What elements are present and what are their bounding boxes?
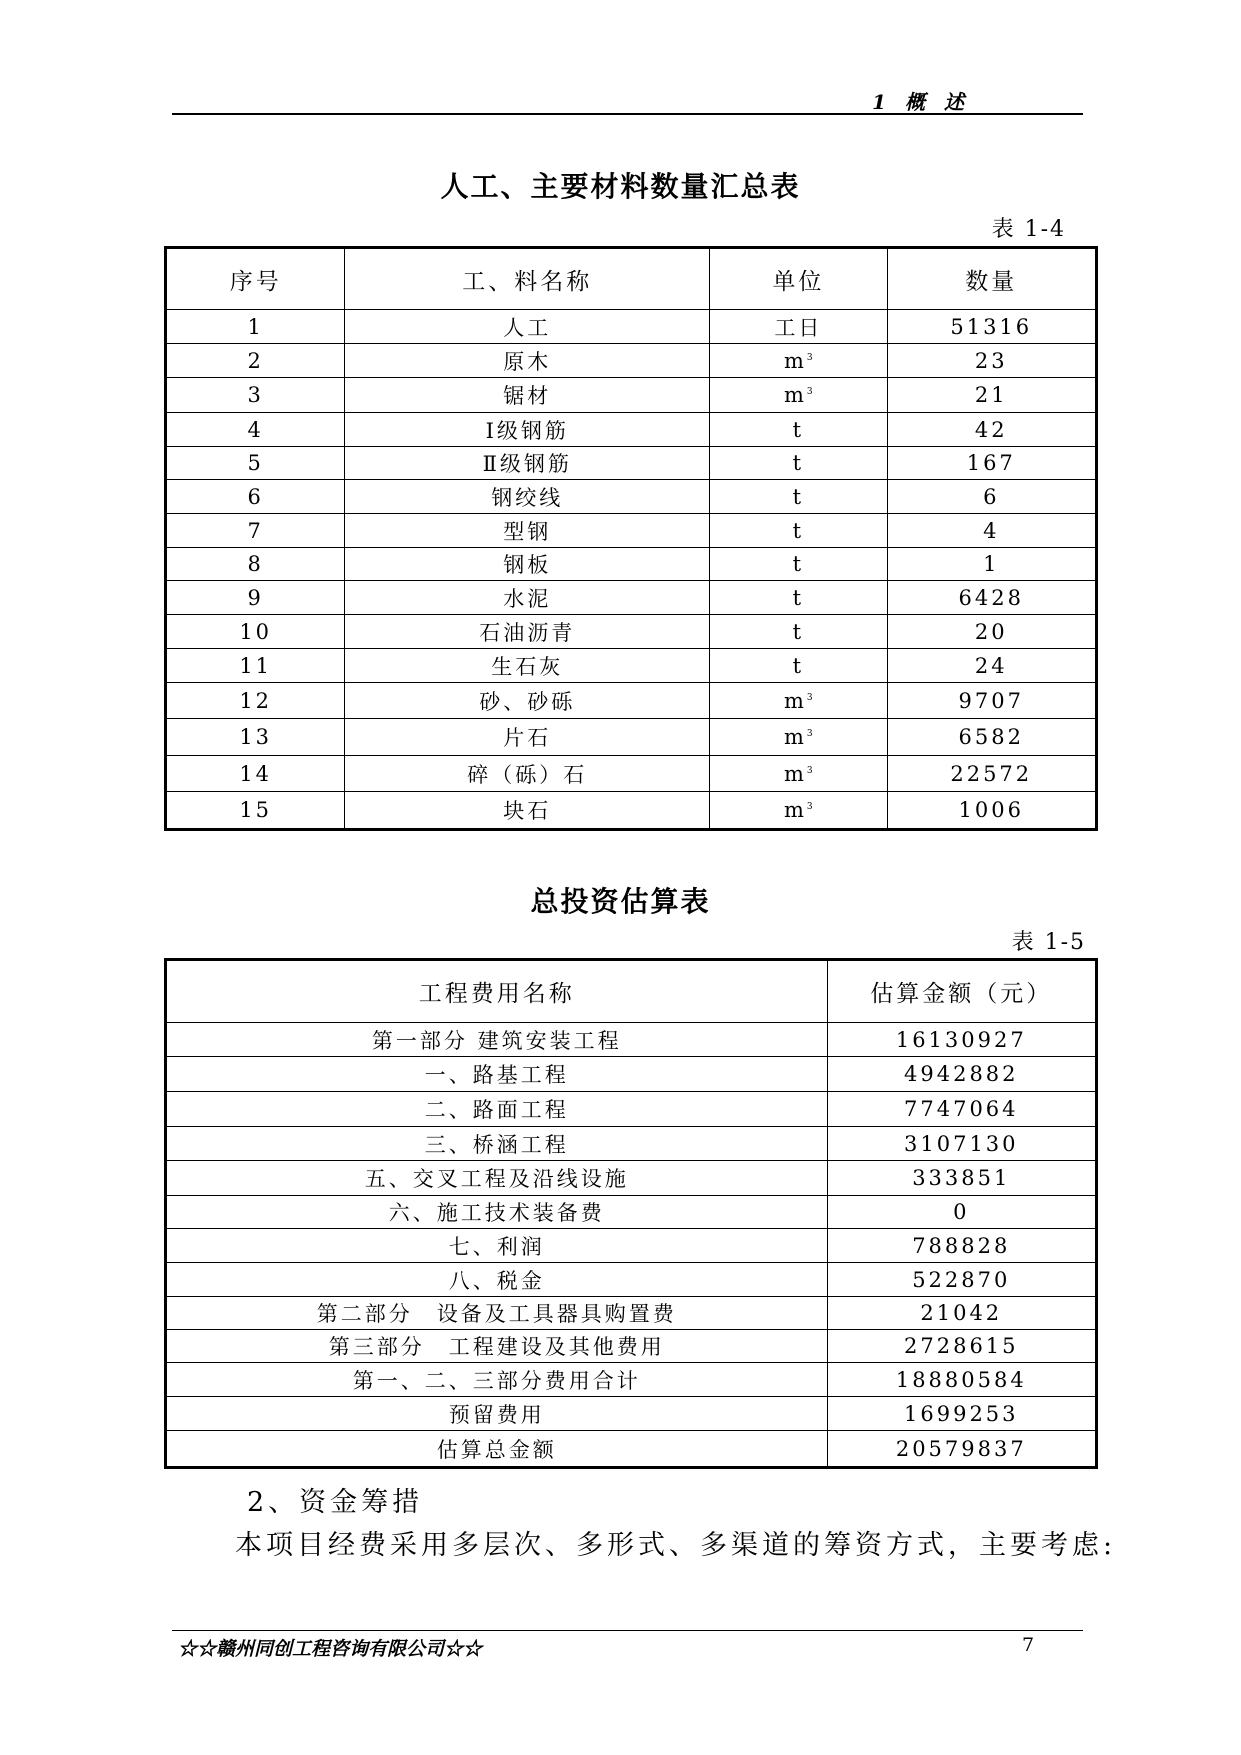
estimated-amount: 2728615 — [827, 1330, 1096, 1363]
investment-table — [164, 958, 1098, 1469]
table-header-row — [166, 960, 1097, 1023]
material-name: 碎（砾）石 — [345, 756, 710, 792]
row-number: 11 — [166, 649, 345, 683]
material-name: 锯材 — [345, 378, 710, 413]
table-row — [166, 1363, 1097, 1397]
table-row — [166, 480, 1097, 514]
row-number: 5 — [166, 447, 345, 480]
row-number: 9 — [166, 581, 345, 615]
material-name: 钢板 — [345, 548, 710, 581]
unit — [710, 756, 887, 792]
table-row — [166, 581, 1097, 615]
table-row — [166, 1057, 1097, 1092]
table-row — [166, 1330, 1097, 1363]
unit-text: t — [792, 451, 805, 475]
table-row — [166, 548, 1097, 581]
cost-item-name: 预留费用 — [166, 1397, 828, 1431]
table-row — [166, 649, 1097, 683]
column-header: 工程费用名称 — [166, 960, 828, 1023]
unit-superscript: 3 — [806, 692, 813, 703]
row-number: 8 — [166, 548, 345, 581]
column-header: 数量 — [887, 248, 1096, 310]
unit-superscript: 3 — [806, 352, 813, 363]
quantity: 51316 — [887, 310, 1096, 344]
table-row — [166, 719, 1097, 756]
column-header: 估算金额（元） — [827, 960, 1096, 1023]
unit-text: t — [792, 619, 805, 644]
header-rule — [172, 113, 1083, 115]
unit-text: m — [784, 688, 807, 713]
estimated-amount: 522870 — [827, 1263, 1096, 1297]
material-name: 块石 — [345, 792, 710, 830]
cost-item-name: 五、交叉工程及沿线设施 — [166, 1161, 828, 1196]
cost-item-name: 一、路基工程 — [166, 1057, 828, 1092]
unit-text: t — [792, 518, 805, 543]
estimated-amount: 0 — [827, 1196, 1096, 1229]
table-row — [166, 413, 1097, 447]
quantity: 22572 — [887, 756, 1096, 792]
unit — [710, 792, 887, 830]
unit-text: m — [784, 798, 807, 822]
row-number: 14 — [166, 756, 345, 792]
unit-text: m — [784, 725, 807, 749]
column-header: 单位 — [710, 248, 887, 310]
table1-title: 人工、主要材料数量汇总表 — [440, 170, 801, 203]
quantity: 167 — [887, 447, 1096, 480]
quantity: 6428 — [887, 581, 1096, 615]
row-number: 2 — [166, 344, 345, 378]
unit-text: t — [792, 552, 805, 576]
cost-item-name: 第一部分 建筑安装工程 — [166, 1023, 828, 1057]
table-row — [166, 1263, 1097, 1297]
cost-item-name: 二、路面工程 — [166, 1092, 828, 1127]
table-row — [166, 683, 1097, 719]
table-row — [166, 1023, 1097, 1057]
quantity: 23 — [887, 344, 1096, 378]
column-header: 工、料名称 — [345, 248, 710, 310]
page-number: 7 — [1022, 1634, 1035, 1656]
unit-superscript: 3 — [806, 387, 813, 397]
table-row — [166, 344, 1097, 378]
quantity: 4 — [887, 514, 1096, 548]
unit — [710, 344, 887, 378]
row-number: 6 — [166, 480, 345, 514]
unit — [710, 447, 887, 480]
material-name: Ⅰ级钢筋 — [345, 413, 710, 447]
row-number: 10 — [166, 615, 345, 649]
material-name: 片石 — [345, 719, 710, 756]
material-name: 型钢 — [345, 514, 710, 548]
quantity: 9707 — [887, 683, 1096, 719]
table1-number: 表 1-4 — [991, 217, 1066, 242]
quantity: 1 — [887, 548, 1096, 581]
unit — [710, 413, 887, 447]
cost-item-name: 七、利润 — [166, 1229, 828, 1263]
table2-title: 总投资估算表 — [530, 885, 711, 918]
table-row — [166, 1297, 1097, 1330]
table-row — [166, 1092, 1097, 1127]
table-header-row — [166, 248, 1097, 310]
quantity: 21 — [887, 378, 1096, 413]
table-row — [166, 447, 1097, 480]
table-row — [166, 1196, 1097, 1229]
cost-item-name: 六、施工技术装备费 — [166, 1196, 828, 1229]
quantity: 1006 — [887, 792, 1096, 830]
unit — [710, 480, 887, 514]
cost-item-name: 第三部分 工程建设及其他费用 — [166, 1330, 828, 1363]
quantity: 42 — [887, 413, 1096, 447]
material-name: 水泥 — [345, 581, 710, 615]
table-row — [166, 756, 1097, 792]
table-row — [166, 310, 1097, 344]
estimated-amount: 20579837 — [827, 1431, 1096, 1468]
unit-text: t — [792, 417, 805, 442]
unit-text: t — [792, 585, 805, 610]
cost-item-name: 第一、二、三部分费用合计 — [166, 1363, 828, 1397]
column-header: 序号 — [166, 248, 345, 310]
cost-item-name: 三、桥涵工程 — [166, 1127, 828, 1161]
unit — [710, 649, 887, 683]
row-number: 1 — [166, 310, 345, 344]
quantity: 24 — [887, 649, 1096, 683]
table-row — [166, 514, 1097, 548]
table-row — [166, 615, 1097, 649]
estimated-amount: 4942882 — [827, 1057, 1096, 1092]
cost-item-name: 第二部分 设备及工具器具购置费 — [166, 1297, 828, 1330]
unit — [710, 310, 887, 344]
material-name: 钢绞线 — [345, 480, 710, 514]
unit-text: m — [784, 383, 807, 407]
unit — [710, 719, 887, 756]
unit-text: m — [784, 761, 807, 786]
estimated-amount: 7747064 — [827, 1092, 1096, 1127]
estimated-amount: 3107130 — [827, 1127, 1096, 1161]
table-row — [166, 378, 1097, 413]
unit-text: t — [792, 653, 805, 678]
material-name: 砂、砂砾 — [345, 683, 710, 719]
estimated-amount: 18880584 — [827, 1363, 1096, 1397]
unit-superscript: 3 — [806, 765, 813, 776]
estimated-amount: 333851 — [827, 1161, 1096, 1196]
table-row — [166, 1229, 1097, 1263]
row-number: 7 — [166, 514, 345, 548]
cost-item-name: 八、税金 — [166, 1263, 828, 1297]
cost-item-name: 估算总金额 — [166, 1431, 828, 1468]
table-row — [166, 1161, 1097, 1196]
unit — [710, 378, 887, 413]
table-row — [166, 1127, 1097, 1161]
materials-table — [164, 246, 1098, 831]
table2-number: 表 1-5 — [1011, 930, 1086, 955]
estimated-amount: 16130927 — [827, 1023, 1096, 1057]
chapter-header: 1 概 述 — [872, 90, 970, 114]
row-number: 13 — [166, 719, 345, 756]
material-name: Ⅱ级钢筋 — [345, 447, 710, 480]
unit-superscript: 3 — [806, 802, 813, 812]
quantity: 20 — [887, 615, 1096, 649]
unit-superscript: 3 — [806, 729, 813, 739]
unit — [710, 615, 887, 649]
material-name: 生石灰 — [345, 649, 710, 683]
unit — [710, 581, 887, 615]
unit — [710, 514, 887, 548]
material-name: 人工 — [345, 310, 710, 344]
material-name: 原木 — [345, 344, 710, 378]
row-number: 3 — [166, 378, 345, 413]
row-number: 4 — [166, 413, 345, 447]
quantity: 6 — [887, 480, 1096, 514]
table-row — [166, 1397, 1097, 1431]
section-heading: 2、资金筹措 — [247, 1487, 424, 1518]
row-number: 15 — [166, 792, 345, 830]
footer-rule — [172, 1630, 1083, 1631]
unit — [710, 683, 887, 719]
unit-text: t — [792, 484, 805, 509]
company-name: ☆☆赣州同创工程咨询有限公司☆☆ — [178, 1638, 483, 1660]
unit-text: 工日 — [774, 315, 823, 340]
table-row — [166, 792, 1097, 830]
unit-text: m — [784, 348, 807, 373]
table-row — [166, 1431, 1097, 1468]
estimated-amount: 21042 — [827, 1297, 1096, 1330]
quantity: 6582 — [887, 719, 1096, 756]
material-name: 石油沥青 — [345, 615, 710, 649]
estimated-amount: 788828 — [827, 1229, 1096, 1263]
section-paragraph: 本项目经费采用多层次、多形式、多渠道的筹资方式，主要考虑: — [235, 1530, 1117, 1561]
estimated-amount: 1699253 — [827, 1397, 1096, 1431]
row-number: 12 — [166, 683, 345, 719]
unit — [710, 548, 887, 581]
